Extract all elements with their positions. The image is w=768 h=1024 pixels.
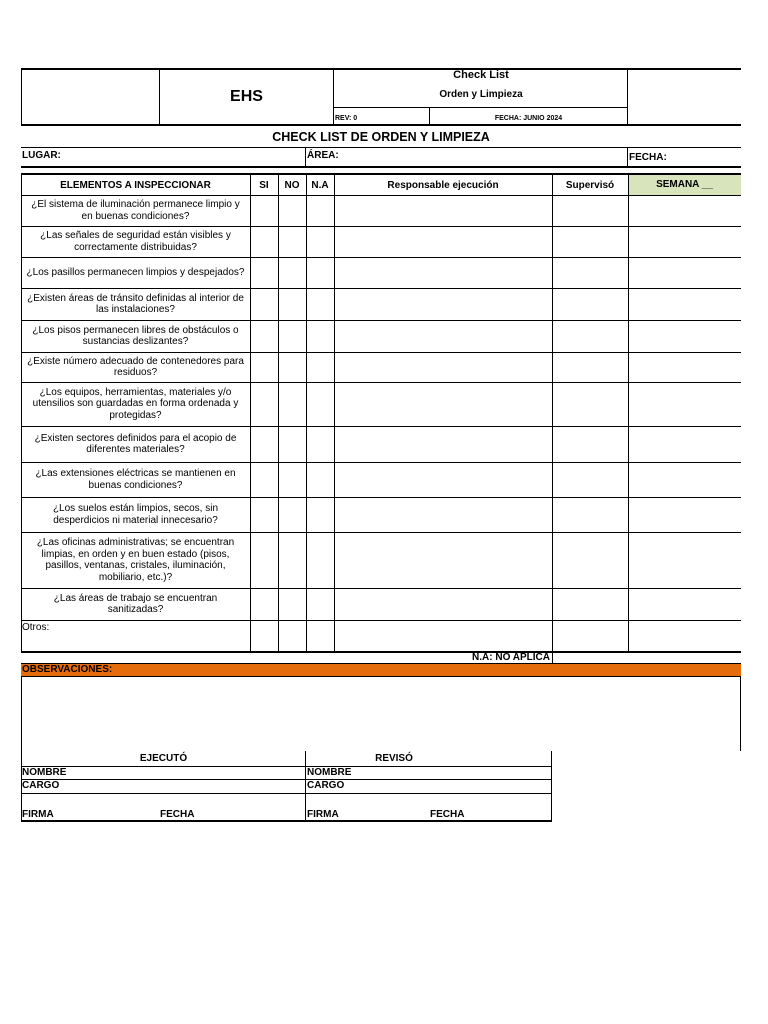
answer-cell-superviso[interactable] <box>553 196 628 226</box>
inspection-question-text: ¿Los pisos permanecen libres de obstáculos o sustancias deslizantes? <box>32 324 239 347</box>
answer-cell-si[interactable] <box>251 196 278 226</box>
answer-cell-semana[interactable] <box>629 533 741 588</box>
form-title: CHECK LIST DE ORDEN Y LIMPIEZA <box>272 130 490 144</box>
col-header-si: SI <box>259 179 269 191</box>
answer-cell-superviso[interactable] <box>553 227 628 257</box>
answer-cell-na[interactable] <box>307 589 334 620</box>
answer-cell-na[interactable] <box>307 353 334 382</box>
reviso-cargo-label: CARGO <box>307 780 345 791</box>
answer-cell-na[interactable] <box>307 227 334 257</box>
inspection-question-text: ¿Existe número adecuado de contenedores para residuos? <box>27 355 244 378</box>
answer-cell-semana[interactable] <box>629 427 741 462</box>
inspection-question-text: ¿Los pasillos permanecen limpios y despejados? <box>26 266 245 278</box>
reviso-fecha-label: FECHA <box>430 809 465 820</box>
answer-cell-responsable[interactable] <box>335 498 552 532</box>
ejecuto-firma-label: FIRMA <box>22 809 54 820</box>
answer-cell-semana[interactable] <box>629 289 741 320</box>
answer-cell-responsable[interactable] <box>335 321 552 352</box>
answer-cell-responsable[interactable] <box>335 258 552 288</box>
inspection-question-text: ¿Existen sectores definidos para el acopio de diferentes materiales? <box>34 432 237 455</box>
inspection-question <box>21 426 250 462</box>
inspection-question <box>21 462 250 497</box>
lugar-label: LUGAR: <box>22 150 61 161</box>
answer-cell-superviso[interactable] <box>553 321 628 352</box>
answer-cell-na[interactable] <box>307 321 334 352</box>
inspection-question <box>21 497 250 532</box>
inspection-question <box>21 382 250 426</box>
col-header-na: N.A <box>311 179 329 191</box>
inspection-question-text: ¿El sistema de iluminación permanece limpio y en buenas condiciones? <box>31 199 240 222</box>
reviso-heading: REVISÓ <box>375 753 413 764</box>
reviso-firma-label: FIRMA <box>307 809 339 820</box>
answer-cell-si[interactable] <box>251 289 278 320</box>
answer-cell-na[interactable] <box>307 533 334 588</box>
inspection-question-text: ¿Existen áreas de tránsito definidas al interior de las instalaciones? <box>27 292 244 315</box>
doc-subtitle: Orden y Limpieza <box>439 89 523 100</box>
answer-cell-si[interactable] <box>251 353 278 382</box>
answer-cell-na[interactable] <box>307 383 334 426</box>
inspection-question <box>21 226 250 257</box>
col-header-semana: SEMANA __ <box>656 179 713 191</box>
answer-cell-responsable[interactable] <box>335 463 552 497</box>
fecha-label: FECHA: <box>629 152 667 163</box>
otros-label: Otros: <box>22 622 50 633</box>
answer-cell-si[interactable] <box>251 589 278 620</box>
inspection-question <box>21 257 250 288</box>
doc-title: Check List <box>453 69 509 81</box>
answer-cell-semana[interactable] <box>629 227 741 257</box>
answer-cell-na[interactable] <box>307 258 334 288</box>
answer-cell-no[interactable] <box>279 383 306 426</box>
inspection-question <box>21 588 250 620</box>
answer-cell-no[interactable] <box>279 321 306 352</box>
answer-cell-no[interactable] <box>279 258 306 288</box>
answer-cell-responsable[interactable] <box>335 196 552 226</box>
answer-cell-si[interactable] <box>251 533 278 588</box>
ejecuto-nombre-label: NOMBRE <box>22 767 67 778</box>
col-header-elementos: ELEMENTOS A INSPECCIONAR <box>60 179 211 191</box>
answer-cell-semana[interactable] <box>629 463 741 497</box>
inspection-question <box>21 352 250 382</box>
answer-cell-no[interactable] <box>279 227 306 257</box>
ejecuto-heading: EJECUTÓ <box>139 753 188 764</box>
answer-cell-superviso[interactable] <box>553 427 628 462</box>
company-name: EHS <box>230 88 263 105</box>
inspection-question-text: ¿Los suelos están limpios, secos, sin desperdicios ni material innecesario? <box>52 503 219 526</box>
answer-cell-responsable[interactable] <box>335 383 552 426</box>
inspection-question-text: ¿Las áreas de trabajo se encuentran sanitizadas? <box>53 592 218 615</box>
answer-cell-si[interactable] <box>251 498 278 532</box>
inspection-question <box>21 288 250 320</box>
answer-cell-si[interactable] <box>251 383 278 426</box>
inspection-question-text: ¿Las oficinas administrativas; se encuentran limpias, en orden y en buen estado (pisos, pasillos, ventanas, cristales, iluminación, mobiliario, etc.)? <box>36 537 235 583</box>
observaciones-label: OBSERVACIONES: <box>22 664 113 675</box>
answer-cell-semana[interactable] <box>629 589 741 620</box>
answer-cell-responsable[interactable] <box>335 427 552 462</box>
area-label: ÁREA: <box>307 150 339 161</box>
answer-cell-responsable[interactable] <box>335 353 552 382</box>
answer-cell-no[interactable] <box>279 533 306 588</box>
ejecuto-cargo-label: CARGO <box>22 780 60 791</box>
answer-cell-na[interactable] <box>307 498 334 532</box>
answer-cell-no[interactable] <box>279 463 306 497</box>
inspection-question <box>21 532 250 588</box>
inspection-question <box>21 195 250 226</box>
answer-cell-no[interactable] <box>279 196 306 226</box>
ejecuto-fecha-label: FECHA <box>160 809 195 820</box>
answer-cell-responsable[interactable] <box>335 289 552 320</box>
answer-cell-responsable[interactable] <box>335 533 552 588</box>
answer-cell-semana[interactable] <box>629 498 741 532</box>
answer-cell-na[interactable] <box>307 289 334 320</box>
answer-cell-si[interactable] <box>251 227 278 257</box>
answer-cell-superviso[interactable] <box>553 258 628 288</box>
answer-cell-si[interactable] <box>251 258 278 288</box>
answer-cell-superviso[interactable] <box>553 353 628 382</box>
na-note: N.A: NO APLICA <box>472 652 550 663</box>
col-header-responsable: Responsable ejecución <box>387 179 499 191</box>
inspection-question <box>21 320 250 352</box>
answer-cell-na[interactable] <box>307 196 334 226</box>
observaciones-bar <box>21 663 741 677</box>
answer-cell-semana[interactable] <box>629 353 741 382</box>
answer-cell-responsable[interactable] <box>335 589 552 620</box>
answer-cell-superviso[interactable] <box>553 289 628 320</box>
answer-cell-superviso[interactable] <box>553 533 628 588</box>
reviso-nombre-label: NOMBRE <box>307 767 352 778</box>
answer-cell-semana[interactable] <box>629 383 741 426</box>
inspection-question-text: ¿Los equipos, herramientas, materiales y/o utensilios son guardadas en forma ordenada y protegidas? <box>32 386 239 421</box>
answer-cell-si[interactable] <box>251 463 278 497</box>
observaciones-area[interactable] <box>21 677 741 751</box>
col-header-superviso: Supervisó <box>565 179 615 191</box>
answer-cell-responsable[interactable] <box>335 227 552 257</box>
otros-input-row[interactable] <box>22 621 741 651</box>
answer-cell-semana[interactable] <box>629 258 741 288</box>
answer-cell-si[interactable] <box>251 321 278 352</box>
answer-cell-no[interactable] <box>279 498 306 532</box>
document-date: FECHA: JUNIO 2024 <box>494 115 563 122</box>
answer-cell-na[interactable] <box>307 463 334 497</box>
inspection-question-text: ¿Las extensiones eléctricas se mantienen en buenas condiciones? <box>35 468 236 491</box>
answer-cell-no[interactable] <box>279 353 306 382</box>
answer-cell-na[interactable] <box>307 427 334 462</box>
answer-cell-superviso[interactable] <box>553 589 628 620</box>
answer-cell-semana[interactable] <box>629 321 741 352</box>
answer-cell-superviso[interactable] <box>553 383 628 426</box>
answer-cell-superviso[interactable] <box>553 498 628 532</box>
answer-cell-no[interactable] <box>279 589 306 620</box>
revision-label: REV: 0 <box>335 115 358 122</box>
answer-cell-semana[interactable] <box>629 196 741 226</box>
answer-cell-no[interactable] <box>279 427 306 462</box>
col-header-no: NO <box>284 179 300 191</box>
inspection-question-text: ¿Las señales de seguridad están visibles y correctamente distribuidas? <box>40 230 231 253</box>
answer-cell-si[interactable] <box>251 427 278 462</box>
answer-cell-superviso[interactable] <box>553 463 628 497</box>
answer-cell-no[interactable] <box>279 289 306 320</box>
